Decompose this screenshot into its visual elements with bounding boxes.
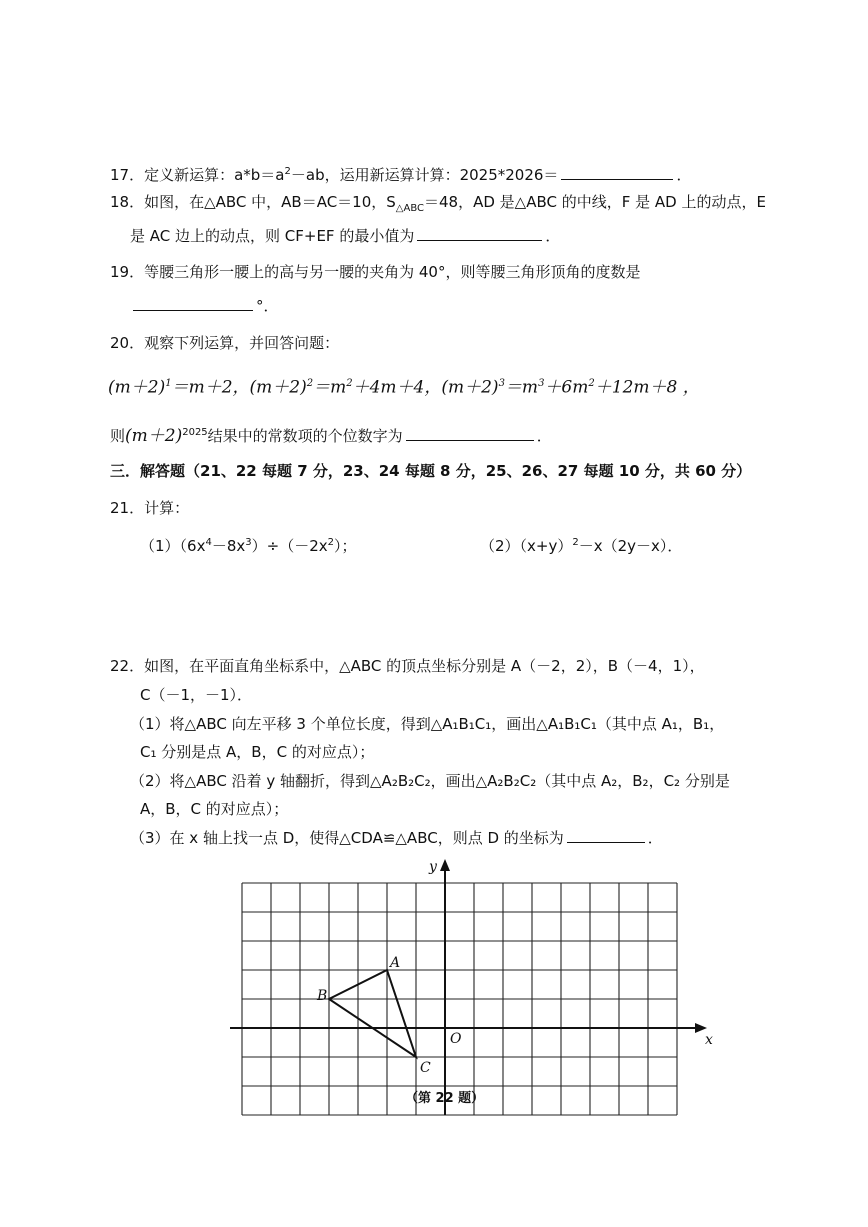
question-21-title: 21．计算： [110,499,190,517]
y-axis-arrow [440,859,450,871]
figure-caption: （第 22 题） [405,1091,485,1106]
label-point-c: C [420,1060,431,1076]
question-22-part-2a: （2）将△ABC 沿着 y 轴翻折，得到△A₂B₂C₂，画出△A₂B₂C₂（其中点 A₂，B₂，C₂ 分别是 [130,772,730,790]
question-18-line-1: 18．如图，在△ABC 中，AB＝AC＝10，$S_{\triangle ABC}=48$，AD 是△ABC 的中线，F 是 AD 上的动点，E [110,193,766,214]
question-19-line-2: °． [130,296,279,316]
answer-blank-17[interactable] [561,165,673,180]
grid-lines [242,883,677,1115]
label-point-a: A [390,955,401,971]
figure-labels [316,859,713,1076]
answer-blank-19[interactable] [133,296,253,311]
label-point-b: B [317,988,328,1004]
section-3-heading: 三．解答题（21、22 每题 7 分，23、24 每题 8 分，25、26、27 每题 10 分，共 60 分） [110,462,752,480]
question-22-part-2b: A，B，C 的对应点）； [140,800,289,818]
question-22-part-1b: C₁ 分别是点 A，B，C 的对应点）； [140,743,375,761]
question-19-line-1: 19．等腰三角形一腰上的高与另一腰的夹角为 40°，则等腰三角形顶角的度数是 [110,263,641,281]
coordinate-grid-figure [225,855,713,1080]
triangle-abc-outline [329,970,416,1057]
question-21-part-2: $(2)(x+y)^2-x(2y-x)$． [480,537,683,555]
label-origin-o: O [450,1031,462,1047]
label-x-axis: x [705,1032,713,1048]
question-21-part-1: $(1)(6x^4-8x^3)\div(-2x^2)$； [140,537,357,555]
answer-blank-22[interactable] [567,828,645,843]
question-22-part-1a: （1）将△ABC 向左平移 3 个单位长度，得到△A₁B₁C₁，画出△A₁B₁C₁（其中点 A₁，B₁， [130,715,725,733]
question-22-part-3: （3）在 x 轴上找一点 D，使得△CDA≌△ABC，则点 D 的坐标为 ． [130,829,663,847]
question-20-formulas: $(m+2)^1=m+2$，$(m+2)^2=m^2+4m+4$，$(m+2)^3=m^3+6m^2+12m+8$ ， [108,377,700,398]
label-y-axis: y [429,859,437,875]
question-22-line-1: 22．如图，在平面直角坐标系中，△ABC 的顶点坐标分别是 A（－2，2），B（－4，1）， [110,657,705,675]
axes [230,859,707,1115]
question-18-line-2: 是 AC 边上的动点，则 CF+EF 的最小值为 ． [130,227,561,245]
question-20-line-1: 20．观察下列运算，并回答问题： [110,334,340,352]
question-17: 17．定义新运算：$a*b=a^2-ab$，运用新运算计算：2025*2026＝ ． [110,166,692,184]
answer-blank-18[interactable] [417,226,542,241]
question-22-line-2: C（－1，－1）． [140,686,253,704]
question-20-question: 则$(m+2)^{2025}$结果中的常数项的个位数字为 ． [110,426,552,446]
answer-blank-20[interactable] [406,426,534,441]
triangle-abc [329,970,416,1057]
